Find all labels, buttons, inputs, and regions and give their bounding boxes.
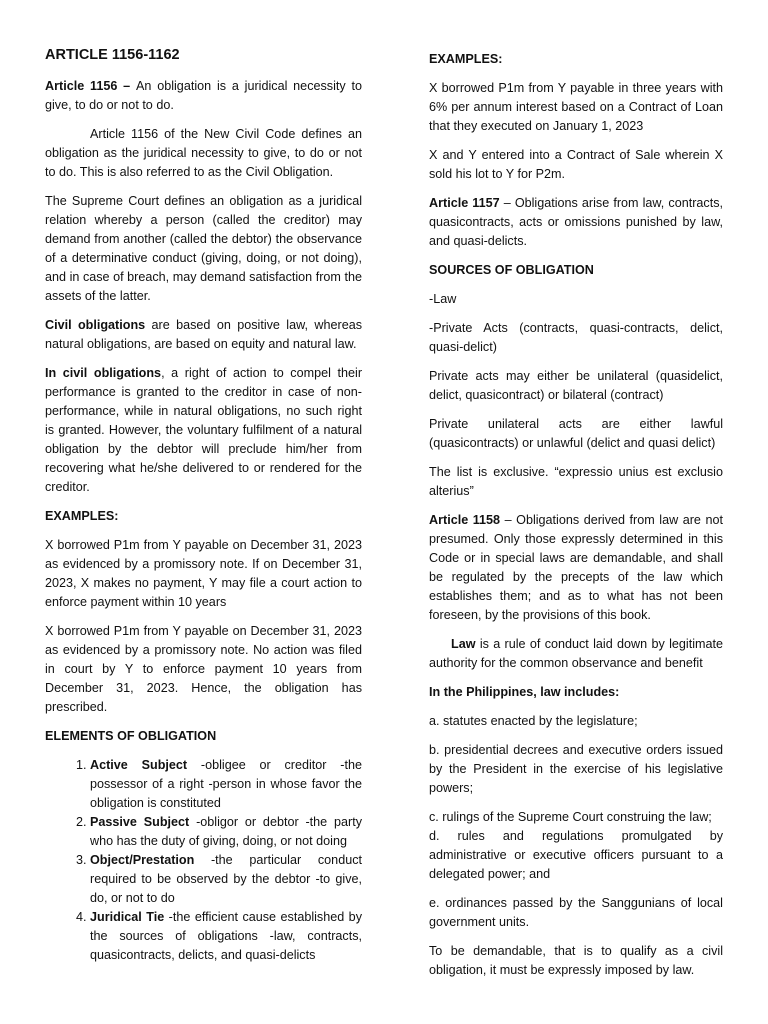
ncc-definition-paragraph: Article 1156 of the New Civil Code defines an obligation as the juridical necessity to give, to do or not to do. This is also referred to as the Civil Obligation. <box>45 127 362 179</box>
example-1-left: X borrowed P1m from Y payable on December 31, 2023 as evidenced by a promissory note. If on December 31, 2023, X makes no payment, Y may file a court action to enforce payment within 10 years <box>45 538 362 609</box>
element-text: -obligee or creditor -the possessor of a right -person in whose favor the obligation is constituted <box>90 758 362 810</box>
article-1156-paragraph <box>45 77 362 115</box>
civil-obligations-paragraph <box>45 316 362 354</box>
law-definition-paragraph <box>429 635 723 673</box>
private-unilateral-paragraph: Private unilateral acts are either lawful (quasicontracts) or unlawful (delict and quasi delict) <box>429 417 723 450</box>
list-item <box>90 813 362 851</box>
article-1156-sep: – <box>117 79 136 93</box>
element-label: Object/Prestation <box>90 853 195 867</box>
exclusive-list-paragraph: The list is exclusive. “expressio unius est exclusio alterius” <box>429 465 723 498</box>
civil-obligations-label: Civil obligations <box>45 318 146 332</box>
article-1157-paragraph <box>429 194 723 251</box>
element-text: -the efficient cause established by the sources of obligations -law, contracts, quasicontracts, delicts, and quasi-delicts <box>90 910 362 962</box>
supreme-court-definition-paragraph: The Supreme Court defines an obligation as a juridical relation whereby a person (called the creditor) may demand from another (called the debtor) the observance of a determinative conduct (giving, doing, or not doing), and in case of breach, may demand satisfaction from the assets of the latter. <box>45 194 362 303</box>
list-item <box>90 851 362 908</box>
law-item-d: d. rules and regulations promulgated by administrative or executive officers pursuant to a delegated power; and <box>429 829 723 881</box>
element-label: Juridical Tie <box>90 910 165 924</box>
elements-heading: ELEMENTS OF OBLIGATION <box>45 729 217 743</box>
element-label: Active Subject <box>90 758 188 772</box>
left-column <box>45 44 362 965</box>
law-item-e: e. ordinances passed by the Sanggunians of local government units. <box>429 896 723 929</box>
law-definition-text: is a rule of conduct laid down by legitimate authority for the common observance and benefit <box>429 637 723 670</box>
example-2-left: X borrowed P1m from Y payable on December 31, 2023 as evidenced by a promissory note. No action was filed in court by Y to enforce payment 10 years from December 31, 2023. Hence, the obligation has prescribed. <box>45 624 362 714</box>
in-civil-obligations-text: , a right of action to compel their performance is granted to the creditor in case of non-performance, while in natural obligations, no such right is granted. However, the voluntary fulfilment of a natural obligation by the debtor will preclude him/her from recovering what he/she delivered to or rendered for the creditor. <box>45 366 363 494</box>
philippines-law-heading: In the Philippines, law includes: <box>429 685 620 699</box>
article-1158-paragraph <box>429 511 723 625</box>
law-label: Law <box>451 637 476 651</box>
in-civil-obligations-label: In civil obligations <box>45 366 162 380</box>
article-1158-label: Article 1158 <box>429 513 501 527</box>
article-1157-text: Obligations arise from law, contracts, quasicontracts, acts or omissions punished by law, and quasi-delicts. <box>429 196 724 248</box>
article-1158-text: Obligations derived from law are not presumed. Only those expressly determined in this Code or in special laws are demandable, and shall be regulated by the precepts of the law which establishes them; and as to what has not been foreseen, by the provisions of this book. <box>429 513 723 622</box>
source-private-acts: -Private Acts (contracts, quasi-contracts, delict, quasi-delict) <box>429 321 723 354</box>
source-law: -Law <box>429 292 457 306</box>
examples-heading-left: EXAMPLES: <box>45 509 119 523</box>
in-civil-obligations-paragraph <box>45 364 362 497</box>
law-item-a: a. statutes enacted by the legislature; <box>429 714 638 728</box>
page-title: ARTICLE 1156-1162 <box>45 47 180 63</box>
law-item-b: b. presidential decrees and executive orders issued by the President in the exercise of his legislative powers; <box>429 743 723 795</box>
demandable-paragraph: To be demandable, that is to qualify as a civil obligation, it must be expressly imposed by law. <box>429 944 723 977</box>
article-1158-sep: – <box>500 513 517 527</box>
private-acts-paragraph: Private acts may either be unilateral (quasidelict, delict, quasicontract) or bilateral (contract) <box>429 369 723 402</box>
examples-heading-right: EXAMPLES: <box>429 52 503 66</box>
element-text: -obligor or debtor -the party who has the duty of giving, doing, or not doing <box>90 815 363 848</box>
list-item <box>90 908 362 965</box>
example-1-right: X borrowed P1m from Y payable in three years with 6% per annum interest based on a Contract of Loan that they executed on January 1, 2023 <box>429 81 723 133</box>
right-column <box>429 44 723 990</box>
sources-heading: SOURCES OF OBLIGATION <box>429 263 594 277</box>
example-2-right: X and Y entered into a Contract of Sale wherein X sold his lot to Y for P2m. <box>429 148 723 181</box>
civil-obligations-text: are based on positive law, whereas natural obligations, are based on equity and natural law. <box>45 318 362 351</box>
element-text: -the particular conduct required to be observed by the debtor -to give, do, or not to do <box>90 853 362 905</box>
elements-list <box>45 756 362 965</box>
list-item <box>90 756 362 813</box>
article-1157-sep: – <box>499 196 515 210</box>
law-item-c: c. rulings of the Supreme Court construing the law; <box>429 810 712 824</box>
article-1156-text: An obligation is a juridical necessity to give, to do or not to do. <box>45 79 362 112</box>
element-label: Passive Subject <box>90 815 190 829</box>
article-1156-label: Article 1156 <box>45 79 118 93</box>
article-1157-label: Article 1157 <box>429 196 500 210</box>
